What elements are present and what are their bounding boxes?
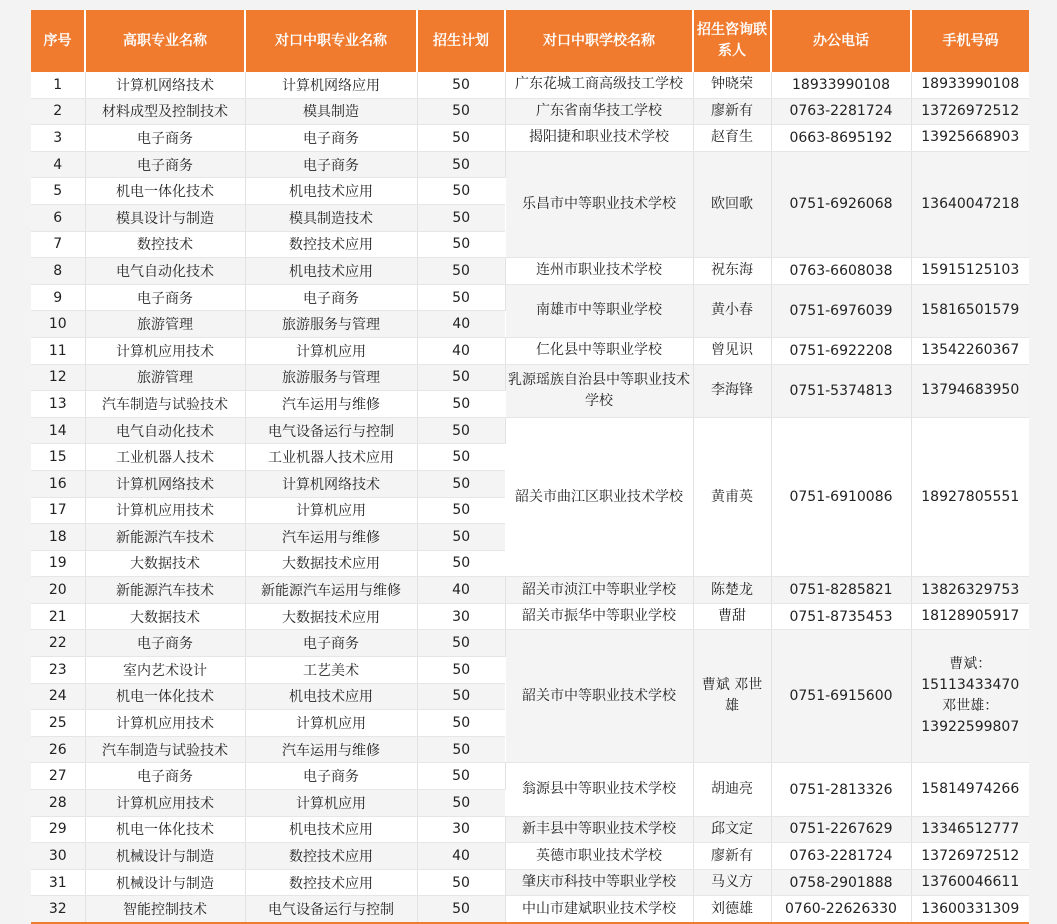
cell-seq: 26 bbox=[31, 736, 85, 763]
cell-plan: 50 bbox=[417, 763, 505, 790]
cell-contact: 曾见识 bbox=[693, 337, 771, 364]
header-seq: 序号 bbox=[31, 10, 85, 72]
header-higher-major: 高职专业名称 bbox=[85, 10, 245, 72]
cell-higher-major: 机电一体化技术 bbox=[85, 683, 245, 710]
cell-school-name: 韶关市曲江区职业技术学校 bbox=[505, 417, 693, 577]
cell-secondary-major: 计算机应用 bbox=[245, 790, 417, 817]
cell-contact: 黄小春 bbox=[693, 284, 771, 337]
table-row bbox=[31, 869, 1029, 896]
cell-office-phone: 0751-8735453 bbox=[771, 603, 911, 630]
cell-secondary-major: 数控技术应用 bbox=[245, 869, 417, 896]
cell-plan: 50 bbox=[417, 710, 505, 737]
table-row bbox=[31, 72, 1029, 98]
cell-plan: 50 bbox=[417, 364, 505, 391]
cell-plan: 50 bbox=[417, 72, 505, 98]
table-row bbox=[31, 896, 1029, 923]
cell-plan: 50 bbox=[417, 417, 505, 444]
cell-plan: 50 bbox=[417, 284, 505, 311]
cell-plan: 50 bbox=[417, 683, 505, 710]
cell-seq: 13 bbox=[31, 391, 85, 418]
cell-secondary-major: 工艺美术 bbox=[245, 657, 417, 684]
cell-mobile: 18933990108 bbox=[911, 72, 1029, 98]
cell-plan: 50 bbox=[417, 790, 505, 817]
cell-higher-major: 大数据技术 bbox=[85, 550, 245, 577]
cell-higher-major: 室内艺术设计 bbox=[85, 657, 245, 684]
cell-secondary-major: 机电技术应用 bbox=[245, 178, 417, 205]
cell-contact: 黄甫英 bbox=[693, 417, 771, 577]
cell-contact: 李海锋 bbox=[693, 364, 771, 417]
table-row bbox=[31, 98, 1029, 125]
cell-higher-major: 机电一体化技术 bbox=[85, 178, 245, 205]
table-row bbox=[31, 258, 1029, 285]
cell-seq: 3 bbox=[31, 125, 85, 152]
cell-plan: 50 bbox=[417, 630, 505, 657]
cell-contact: 曹甜 bbox=[693, 603, 771, 630]
cell-seq: 6 bbox=[31, 204, 85, 231]
cell-school-name: 揭阳捷和职业技术学校 bbox=[505, 125, 693, 152]
cell-seq: 14 bbox=[31, 417, 85, 444]
cell-mobile: 13726972512 bbox=[911, 843, 1029, 870]
cell-seq: 24 bbox=[31, 683, 85, 710]
cell-office-phone: 0751-6915600 bbox=[771, 630, 911, 763]
cell-office-phone: 0763-2281724 bbox=[771, 98, 911, 125]
cell-plan: 50 bbox=[417, 204, 505, 231]
cell-school-name: 南雄市中等职业学校 bbox=[505, 284, 693, 337]
cell-seq: 10 bbox=[31, 311, 85, 338]
cell-secondary-major: 机电技术应用 bbox=[245, 816, 417, 843]
cell-contact: 刘德雄 bbox=[693, 896, 771, 923]
cell-contact: 钟晓荣 bbox=[693, 72, 771, 98]
cell-higher-major: 计算机应用技术 bbox=[85, 710, 245, 737]
cell-higher-major: 计算机应用技术 bbox=[85, 497, 245, 524]
cell-higher-major: 大数据技术 bbox=[85, 603, 245, 630]
table-row bbox=[31, 843, 1029, 870]
cell-contact: 马义方 bbox=[693, 869, 771, 896]
cell-plan: 50 bbox=[417, 550, 505, 577]
cell-secondary-major: 电子商务 bbox=[245, 284, 417, 311]
header-plan: 招生计划 bbox=[417, 10, 505, 72]
cell-higher-major: 计算机网络技术 bbox=[85, 470, 245, 497]
cell-higher-major: 电气自动化技术 bbox=[85, 417, 245, 444]
cell-plan: 50 bbox=[417, 178, 505, 205]
cell-seq: 20 bbox=[31, 577, 85, 604]
cell-contact: 胡迪亮 bbox=[693, 763, 771, 816]
cell-seq: 27 bbox=[31, 763, 85, 790]
cell-seq: 2 bbox=[31, 98, 85, 125]
cell-mobile: 13640047218 bbox=[911, 151, 1029, 257]
cell-seq: 17 bbox=[31, 497, 85, 524]
cell-office-phone: 0763-6608038 bbox=[771, 258, 911, 285]
header-secondary-major: 对口中职专业名称 bbox=[245, 10, 417, 72]
cell-school-name: 中山市建斌职业技术学校 bbox=[505, 896, 693, 923]
cell-mobile: 13346512777 bbox=[911, 816, 1029, 843]
cell-school-name: 乳源瑶族自治县中等职业技术学校 bbox=[505, 364, 693, 417]
enrollment-sheet bbox=[31, 10, 1029, 919]
cell-seq: 19 bbox=[31, 550, 85, 577]
header-office-phone: 办公电话 bbox=[771, 10, 911, 72]
cell-mobile: 15915125103 bbox=[911, 258, 1029, 285]
cell-plan: 40 bbox=[417, 577, 505, 604]
cell-higher-major: 旅游管理 bbox=[85, 364, 245, 391]
cell-contact: 廖新有 bbox=[693, 843, 771, 870]
cell-school-name: 翁源县中等职业技术学校 bbox=[505, 763, 693, 816]
cell-office-phone: 0751-6976039 bbox=[771, 284, 911, 337]
cell-school-name: 广东省南华技工学校 bbox=[505, 98, 693, 125]
cell-school-name: 韶关市振华中等职业学校 bbox=[505, 603, 693, 630]
cell-plan: 50 bbox=[417, 444, 505, 471]
cell-secondary-major: 电气设备运行与控制 bbox=[245, 896, 417, 923]
cell-seq: 7 bbox=[31, 231, 85, 258]
cell-mobile: 13600331309 bbox=[911, 896, 1029, 923]
table-row bbox=[31, 417, 1029, 444]
cell-plan: 50 bbox=[417, 258, 505, 285]
cell-mobile: 13826329753 bbox=[911, 577, 1029, 604]
cell-secondary-major: 旅游服务与管理 bbox=[245, 311, 417, 338]
cell-seq: 32 bbox=[31, 896, 85, 923]
cell-secondary-major: 电子商务 bbox=[245, 125, 417, 152]
cell-mobile: 13925668903 bbox=[911, 125, 1029, 152]
cell-plan: 50 bbox=[417, 125, 505, 152]
table-row bbox=[31, 151, 1029, 178]
cell-plan: 50 bbox=[417, 470, 505, 497]
cell-office-phone: 18933990108 bbox=[771, 72, 911, 98]
cell-seq: 12 bbox=[31, 364, 85, 391]
cell-secondary-major: 机电技术应用 bbox=[245, 258, 417, 285]
cell-plan: 50 bbox=[417, 231, 505, 258]
cell-higher-major: 新能源汽车技术 bbox=[85, 577, 245, 604]
cell-secondary-major: 计算机网络应用 bbox=[245, 72, 417, 98]
cell-plan: 50 bbox=[417, 736, 505, 763]
cell-higher-major: 机械设计与制造 bbox=[85, 843, 245, 870]
cell-school-name: 韶关市中等职业技术学校 bbox=[505, 630, 693, 763]
cell-higher-major: 电子商务 bbox=[85, 284, 245, 311]
cell-higher-major: 模具设计与制造 bbox=[85, 204, 245, 231]
cell-mobile: 18927805551 bbox=[911, 417, 1029, 577]
cell-higher-major: 电子商务 bbox=[85, 630, 245, 657]
cell-plan: 50 bbox=[417, 657, 505, 684]
cell-higher-major: 计算机网络技术 bbox=[85, 72, 245, 98]
cell-office-phone: 0751-6910086 bbox=[771, 417, 911, 577]
table-row bbox=[31, 577, 1029, 604]
cell-higher-major: 智能控制技术 bbox=[85, 896, 245, 923]
cell-higher-major: 计算机应用技术 bbox=[85, 790, 245, 817]
cell-seq: 29 bbox=[31, 816, 85, 843]
cell-higher-major: 工业机器人技术 bbox=[85, 444, 245, 471]
cell-secondary-major: 电子商务 bbox=[245, 630, 417, 657]
cell-office-phone: 0751-8285821 bbox=[771, 577, 911, 604]
cell-seq: 30 bbox=[31, 843, 85, 870]
cell-secondary-major: 汽车运用与维修 bbox=[245, 736, 417, 763]
cell-office-phone: 0663-8695192 bbox=[771, 125, 911, 152]
cell-seq: 25 bbox=[31, 710, 85, 737]
cell-plan: 50 bbox=[417, 151, 505, 178]
table-row bbox=[31, 364, 1029, 391]
cell-higher-major: 机械设计与制造 bbox=[85, 869, 245, 896]
cell-plan: 40 bbox=[417, 337, 505, 364]
cell-plan: 50 bbox=[417, 896, 505, 923]
table-row bbox=[31, 284, 1029, 311]
cell-office-phone: 0751-2813326 bbox=[771, 763, 911, 816]
header-school: 对口中职学校名称 bbox=[505, 10, 693, 72]
cell-higher-major: 汽车制造与试验技术 bbox=[85, 736, 245, 763]
cell-secondary-major: 工业机器人技术应用 bbox=[245, 444, 417, 471]
cell-office-phone: 0751-5374813 bbox=[771, 364, 911, 417]
cell-higher-major: 计算机应用技术 bbox=[85, 337, 245, 364]
cell-mobile: 13542260367 bbox=[911, 337, 1029, 364]
cell-office-phone: 0758-2901888 bbox=[771, 869, 911, 896]
cell-mobile: 13726972512 bbox=[911, 98, 1029, 125]
cell-office-phone: 0763-2281724 bbox=[771, 843, 911, 870]
cell-school-name: 乐昌市中等职业技术学校 bbox=[505, 151, 693, 257]
cell-plan: 30 bbox=[417, 816, 505, 843]
cell-higher-major: 电子商务 bbox=[85, 151, 245, 178]
cell-higher-major: 电气自动化技术 bbox=[85, 258, 245, 285]
cell-secondary-major: 大数据技术应用 bbox=[245, 550, 417, 577]
cell-office-phone: 0760-22626330 bbox=[771, 896, 911, 923]
cell-seq: 5 bbox=[31, 178, 85, 205]
cell-contact: 祝东海 bbox=[693, 258, 771, 285]
cell-seq: 1 bbox=[31, 72, 85, 98]
cell-contact: 赵育生 bbox=[693, 125, 771, 152]
cell-secondary-major: 电子商务 bbox=[245, 763, 417, 790]
cell-secondary-major: 计算机应用 bbox=[245, 337, 417, 364]
cell-contact: 欧回歌 bbox=[693, 151, 771, 257]
table-row bbox=[31, 337, 1029, 364]
cell-plan: 50 bbox=[417, 524, 505, 551]
cell-seq: 16 bbox=[31, 470, 85, 497]
cell-secondary-major: 新能源汽车运用与维修 bbox=[245, 577, 417, 604]
cell-seq: 8 bbox=[31, 258, 85, 285]
cell-seq: 21 bbox=[31, 603, 85, 630]
cell-seq: 9 bbox=[31, 284, 85, 311]
cell-plan: 30 bbox=[417, 603, 505, 630]
header-row bbox=[31, 10, 1029, 72]
enrollment-table bbox=[31, 10, 1029, 924]
cell-mobile: 曹斌：15113433470 邓世雄：13922599807 bbox=[911, 630, 1029, 763]
cell-school-name: 广东花城工商高级技工学校 bbox=[505, 72, 693, 98]
cell-higher-major: 新能源汽车技术 bbox=[85, 524, 245, 551]
cell-higher-major: 数控技术 bbox=[85, 231, 245, 258]
cell-seq: 28 bbox=[31, 790, 85, 817]
cell-school-name: 英德市职业技术学校 bbox=[505, 843, 693, 870]
table-body bbox=[31, 72, 1029, 923]
cell-higher-major: 材料成型及控制技术 bbox=[85, 98, 245, 125]
cell-office-phone: 0751-6926068 bbox=[771, 151, 911, 257]
table-row bbox=[31, 763, 1029, 790]
cell-seq: 15 bbox=[31, 444, 85, 471]
cell-secondary-major: 汽车运用与维修 bbox=[245, 524, 417, 551]
cell-plan: 50 bbox=[417, 391, 505, 418]
cell-school-name: 连州市职业技术学校 bbox=[505, 258, 693, 285]
cell-secondary-major: 计算机应用 bbox=[245, 710, 417, 737]
cell-secondary-major: 电气设备运行与控制 bbox=[245, 417, 417, 444]
table-row bbox=[31, 603, 1029, 630]
cell-mobile: 13760046611 bbox=[911, 869, 1029, 896]
cell-plan: 50 bbox=[417, 98, 505, 125]
cell-secondary-major: 电子商务 bbox=[245, 151, 417, 178]
cell-contact: 陈楚龙 bbox=[693, 577, 771, 604]
cell-secondary-major: 计算机网络技术 bbox=[245, 470, 417, 497]
cell-secondary-major: 数控技术应用 bbox=[245, 843, 417, 870]
cell-school-name: 肇庆市科技中等职业学校 bbox=[505, 869, 693, 896]
cell-secondary-major: 数控技术应用 bbox=[245, 231, 417, 258]
header-contact: 招生咨询联系人 bbox=[693, 10, 771, 72]
cell-seq: 23 bbox=[31, 657, 85, 684]
cell-secondary-major: 大数据技术应用 bbox=[245, 603, 417, 630]
cell-contact: 廖新有 bbox=[693, 98, 771, 125]
cell-school-name: 韶关市浈江中等职业学校 bbox=[505, 577, 693, 604]
cell-higher-major: 机电一体化技术 bbox=[85, 816, 245, 843]
cell-office-phone: 0751-2267629 bbox=[771, 816, 911, 843]
cell-higher-major: 旅游管理 bbox=[85, 311, 245, 338]
cell-plan: 50 bbox=[417, 869, 505, 896]
cell-seq: 22 bbox=[31, 630, 85, 657]
cell-seq: 11 bbox=[31, 337, 85, 364]
cell-higher-major: 汽车制造与试验技术 bbox=[85, 391, 245, 418]
table-row bbox=[31, 816, 1029, 843]
cell-seq: 31 bbox=[31, 869, 85, 896]
cell-contact: 曹斌 邓世雄 bbox=[693, 630, 771, 763]
cell-office-phone: 0751-6922208 bbox=[771, 337, 911, 364]
table-row bbox=[31, 125, 1029, 152]
header-mobile: 手机号码 bbox=[911, 10, 1029, 72]
cell-secondary-major: 旅游服务与管理 bbox=[245, 364, 417, 391]
cell-school-name: 仁化县中等职业学校 bbox=[505, 337, 693, 364]
cell-secondary-major: 模具制造技术 bbox=[245, 204, 417, 231]
cell-mobile: 15816501579 bbox=[911, 284, 1029, 337]
cell-higher-major: 电子商务 bbox=[85, 763, 245, 790]
cell-secondary-major: 计算机应用 bbox=[245, 497, 417, 524]
cell-secondary-major: 汽车运用与维修 bbox=[245, 391, 417, 418]
cell-seq: 4 bbox=[31, 151, 85, 178]
cell-contact: 邱文定 bbox=[693, 816, 771, 843]
cell-mobile: 13794683950 bbox=[911, 364, 1029, 417]
cell-plan: 40 bbox=[417, 843, 505, 870]
cell-secondary-major: 模具制造 bbox=[245, 98, 417, 125]
cell-seq: 18 bbox=[31, 524, 85, 551]
cell-school-name: 新丰县中等职业技术学校 bbox=[505, 816, 693, 843]
cell-plan: 50 bbox=[417, 497, 505, 524]
cell-secondary-major: 机电技术应用 bbox=[245, 683, 417, 710]
cell-mobile: 15814974266 bbox=[911, 763, 1029, 816]
table-row bbox=[31, 630, 1029, 657]
cell-plan: 40 bbox=[417, 311, 505, 338]
cell-mobile: 18128905917 bbox=[911, 603, 1029, 630]
cell-higher-major: 电子商务 bbox=[85, 125, 245, 152]
